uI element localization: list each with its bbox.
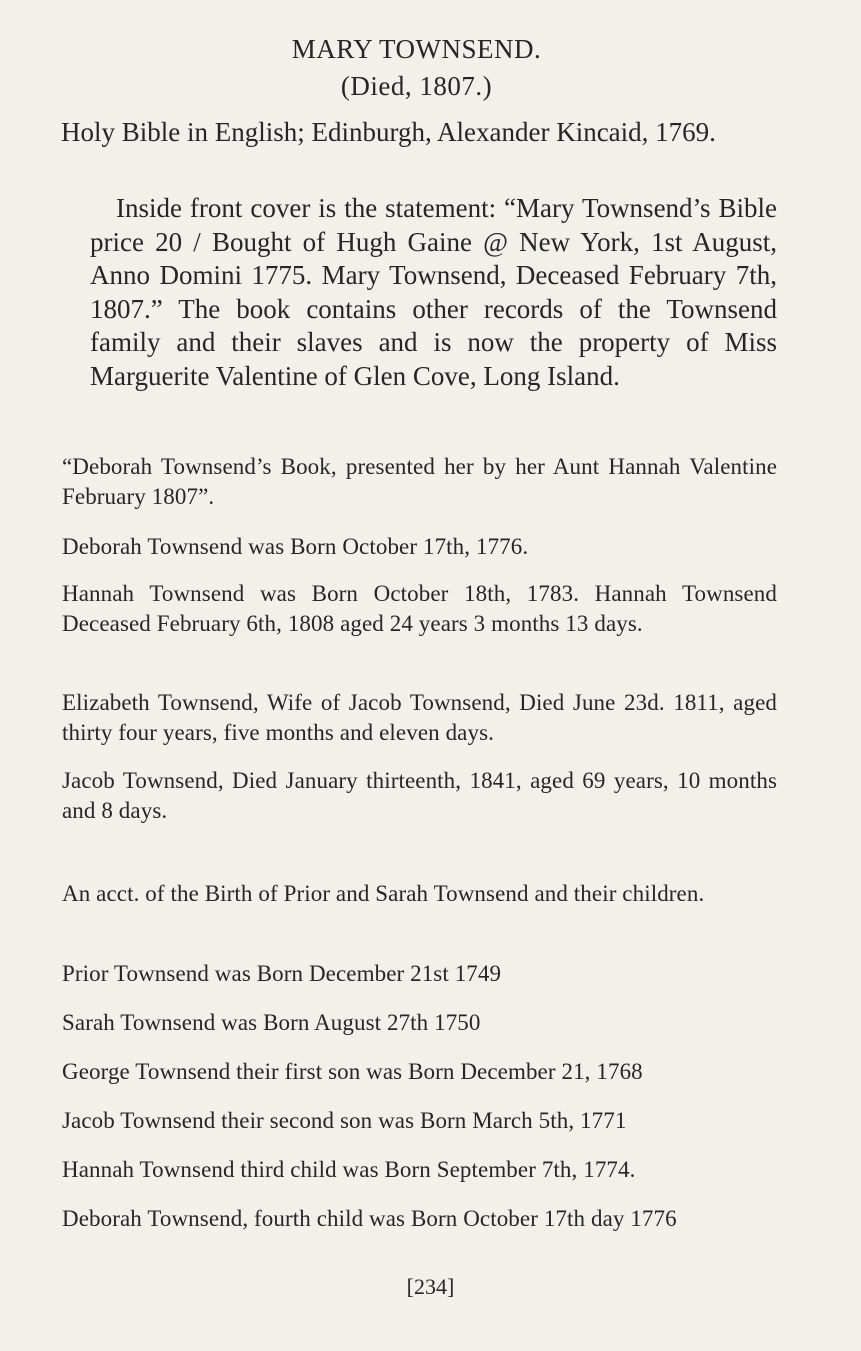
page-title: MARY TOWNSEND. xyxy=(291,34,542,64)
record-entry: Jacob Townsend, Died January thirteenth, 1841, aged 69 years, 10 months and 8 days. xyxy=(62,768,777,823)
record-entry: George Townsend their first son was Born December 21, 1768 xyxy=(62,1059,643,1084)
record-entry: Prior Townsend was Born December 21st 1749 xyxy=(62,961,502,986)
page-number: [234] xyxy=(406,1274,455,1299)
record-entry: An acct. of the Birth of Prior and Sarah Townsend and their children. xyxy=(62,881,705,906)
record-entry: Hannah Townsend was Born October 18th, 1783. Hannah Townsend Deceased February 6th, 1808 aged 24 years 3 months 13 days. xyxy=(62,581,777,636)
record-entry: Jacob Townsend their second son was Born March 5th, 1771 xyxy=(62,1108,627,1133)
page-subtitle: (Died, 1807.) xyxy=(340,71,493,101)
cover-statement: Inside front cover is the statement: “Mary Townsend’s Bible price 20 / Bought of Hugh Gaine @ New York, 1st August, Anno Domini 1775. Mary Townsend, Deceased February 7th, 1807.” The book contains other records of the Townsend family and their slaves and is now the property of Miss Marguerite Valentine of Glen Cove, Long Island. xyxy=(90,193,777,391)
record-entry: Hannah Townsend third child was Born September 7th, 1774. xyxy=(62,1157,636,1182)
record-entry: “Deborah Townsend’s Book, presented her by her Aunt Hannah Valentine February 1807”. xyxy=(62,454,777,509)
bible-description: Holy Bible in English; Edinburgh, Alexander Kincaid, 1769. xyxy=(61,117,716,147)
record-entry: Sarah Townsend was Born August 27th 1750 xyxy=(62,1010,481,1035)
record-entry: Elizabeth Townsend, Wife of Jacob Townsend, Died June 23d. 1811, aged thirty four years, five months and eleven days. xyxy=(62,690,777,745)
record-entry: Deborah Townsend, fourth child was Born October 17th day 1776 xyxy=(62,1206,677,1231)
record-entry: Deborah Townsend was Born October 17th, 1776. xyxy=(62,534,529,559)
